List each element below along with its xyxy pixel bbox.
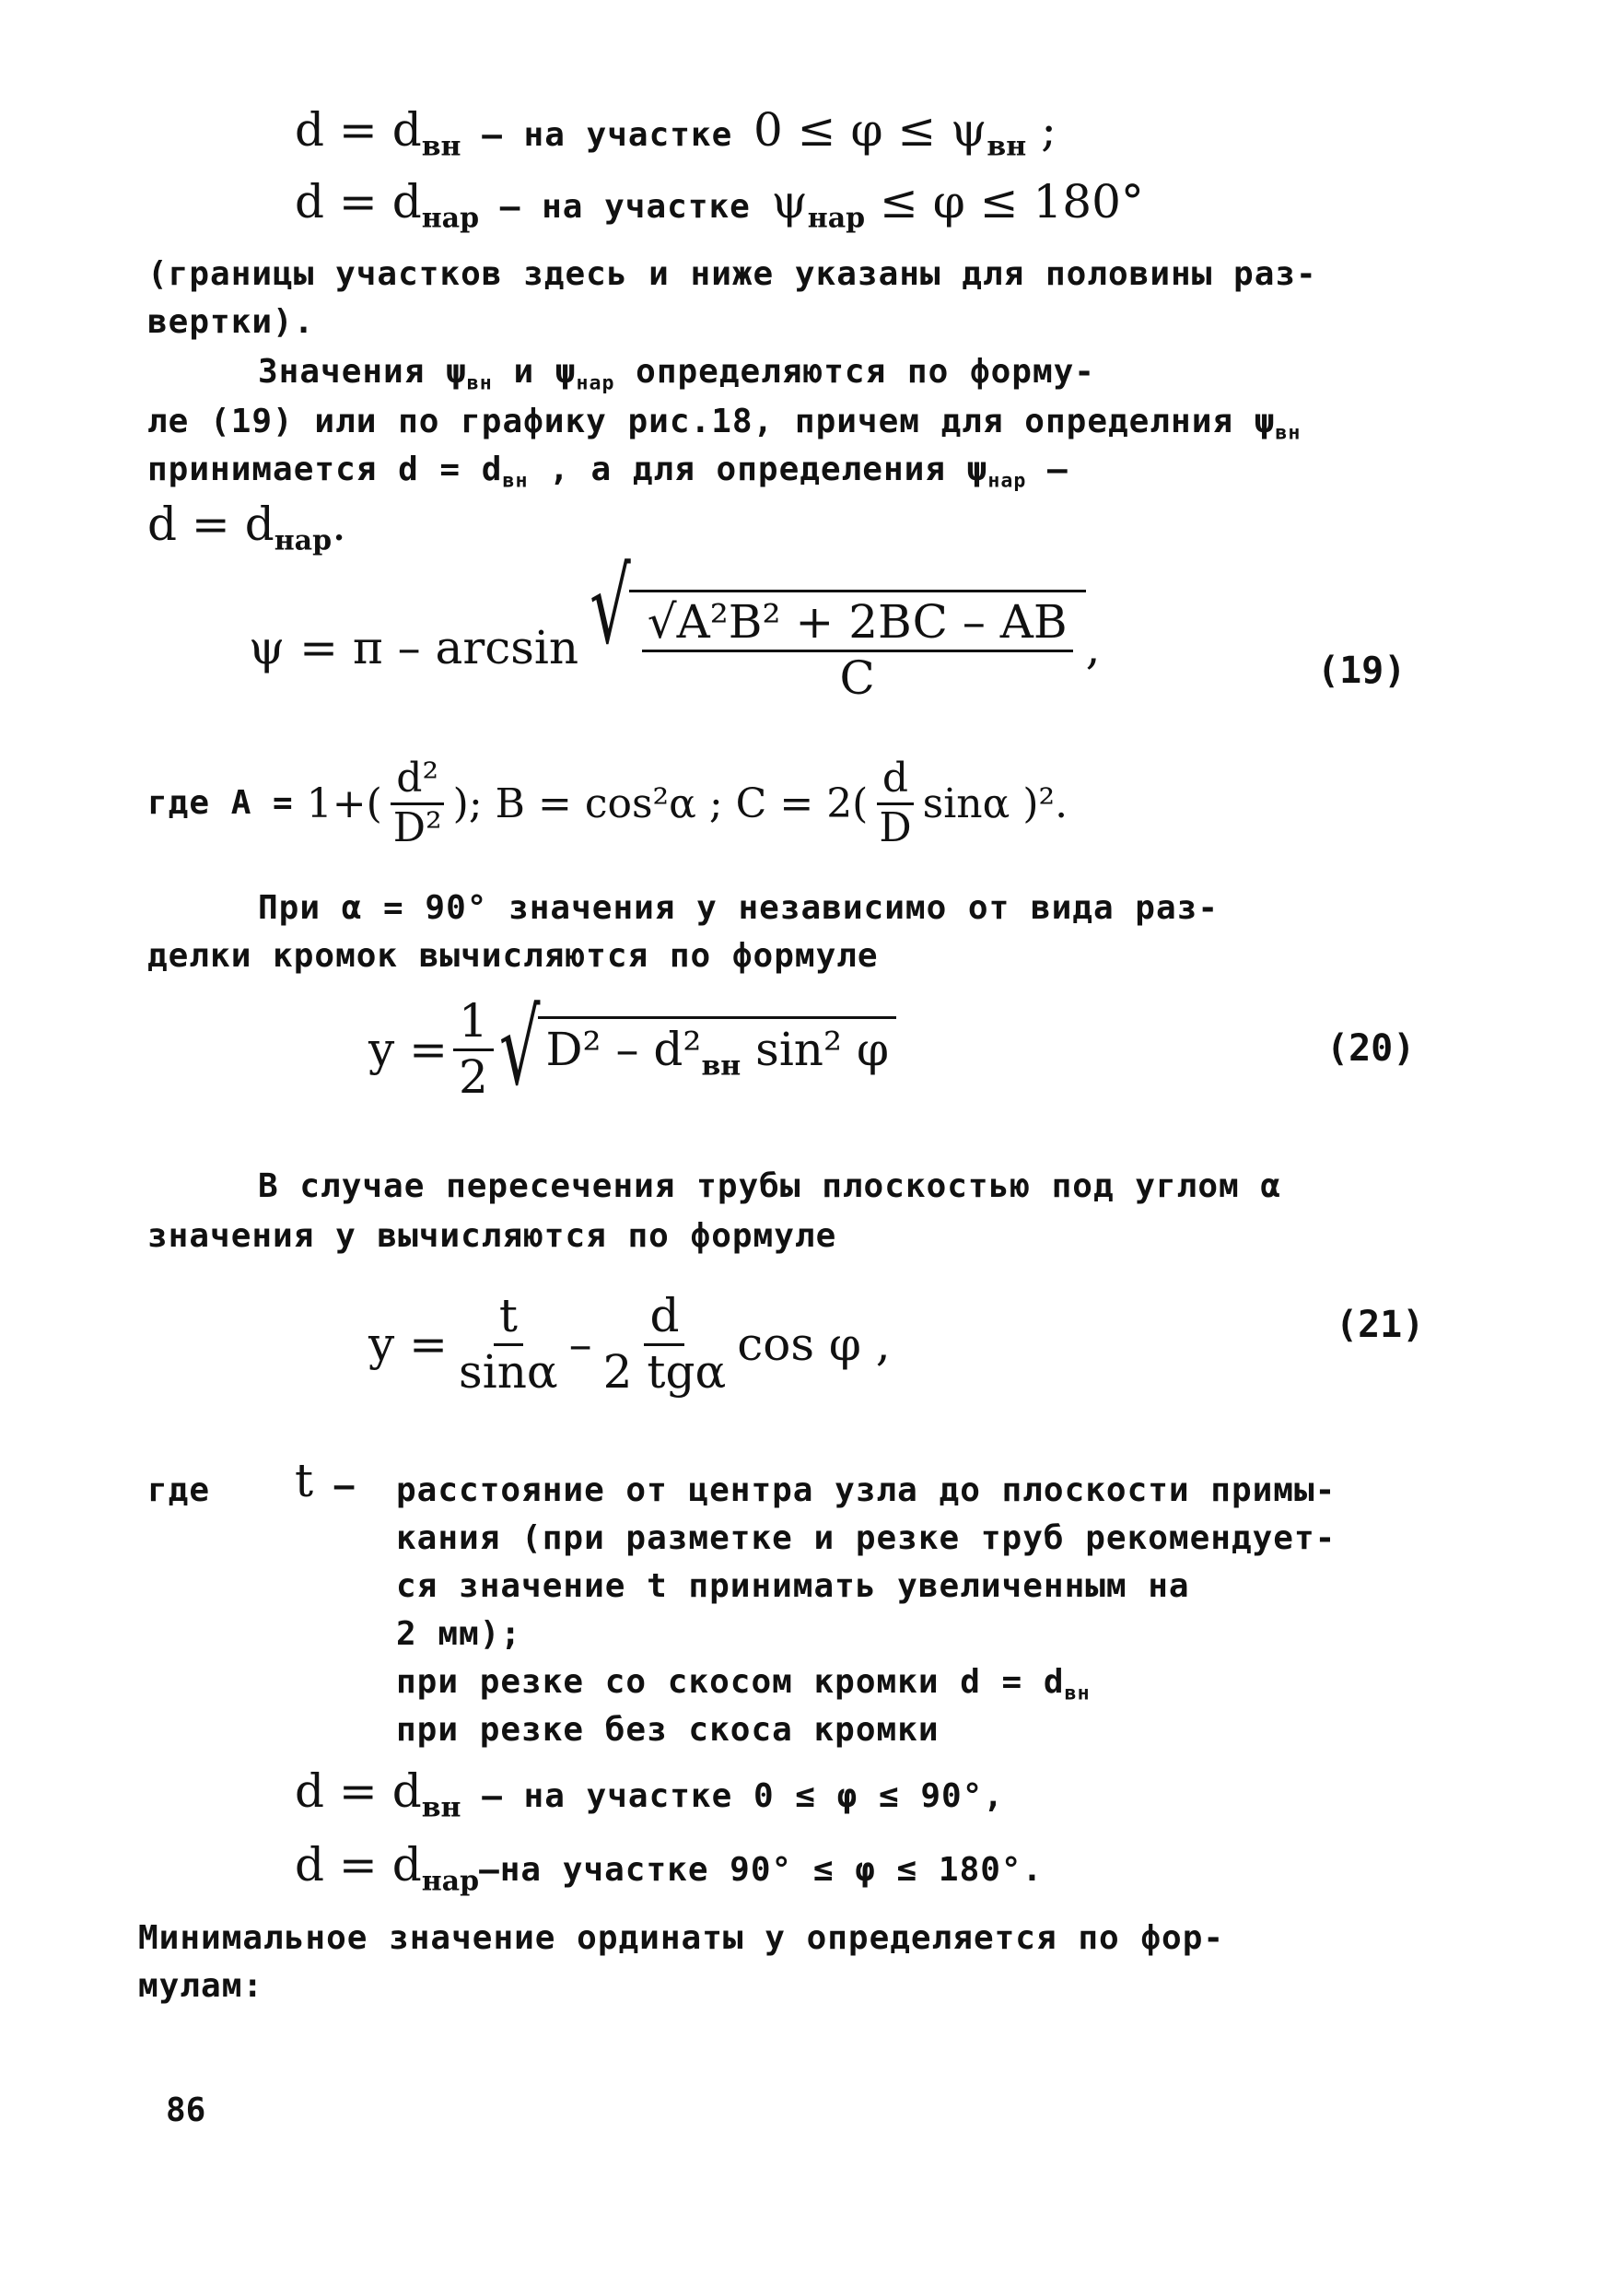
where-t-desc-line4: 2 мм); <box>396 1615 522 1653</box>
condition-line-bottom-inner: $d = d_{вн}$ – на участке 0 ≤ φ ≤ 90°, <box>295 1764 1005 1824</box>
condition-line-inner: $d = d_{вн}$ – на участке $0 \le \varphi \le \psi_{вн}$ ; <box>295 103 1057 163</box>
equation-number-20: (20) <box>1326 1027 1416 1070</box>
paragraph-plane-line1: В случае пересечения трубы плоскостью под углом α <box>258 1167 1282 1205</box>
no-bevel-cut-line: при резке без скоса кромки <box>396 1711 940 1749</box>
where-t-desc-line1: расстояние от центра узла до плоскости примы- <box>396 1471 1337 1509</box>
where-t-desc-line2: кания (при разметке и резке труб рекомендует- <box>396 1519 1337 1557</box>
paragraph-values-line3: принимается $d = d_{вн}$ , а для определения $\psi_{нар}$ – <box>147 451 1068 493</box>
where-definitions: где A = 1+( $\frac{\text{d²}}{\text{D²}}$ ); B = cos²α ; C = 2( $\frac{d}{D}$ sinα )². <box>147 755 1068 851</box>
page-number: 86 <box>166 2091 206 2129</box>
paragraph-alpha90-line2: делки кромок вычисляются по формуле <box>147 937 879 975</box>
condition-line-outer: $d = d_{нар}$ – на участке $\psi_{нар} \le \varphi \le 180^\circ$ <box>295 175 1144 235</box>
equation-number-19: (19) <box>1317 650 1407 692</box>
paragraph-values-line4: $d = d_{нар}$. <box>147 498 346 557</box>
where-t-desc-line3: ся значение t принимать увеличенным на <box>396 1567 1190 1605</box>
paragraph-boundaries-line2: вертки). <box>147 303 315 341</box>
paragraph-plane-line2: значения y вычисляются по формуле <box>147 1217 837 1255</box>
paragraph-minimum-line2: мулам: <box>138 1967 264 2005</box>
equation-19: ψ = π – arcsin √ $\frac{\text{√A²B² + 2BC – AB}}{C}$ , <box>249 545 1101 705</box>
equation-21: y = $\frac{t}{\sin\alpha}$ – $\frac{d}{\text{2 tgα}}$ cos φ , <box>368 1289 891 1399</box>
where-t-symbol: t – <box>295 1454 356 1507</box>
paragraph-values-line1: Значения $\psi_{вн}$ и $\psi_{нар}$ определяются по форму- <box>258 353 1095 395</box>
paragraph-minimum-line1: Минимальное значение ординаты y определяется по фор- <box>138 1919 1225 1957</box>
paragraph-boundaries-line1: (границы участков здесь и ниже указаны для половины раз- <box>147 255 1317 293</box>
equation-number-21: (21) <box>1336 1304 1425 1346</box>
condition-line-bottom-outer: $d = d_{нар}-на$ участке 90° ≤ φ ≤ 180°. <box>295 1838 1044 1898</box>
where-t-label: где <box>147 1471 211 1509</box>
equation-20: y = $\frac{1}{2}$ √ $D^2 - d^2_{вн}$ sin² φ <box>368 995 896 1104</box>
paragraph-alpha90-line1: При α = 90° значения y независимо от вида раз- <box>258 889 1219 927</box>
paragraph-values-line2: ле (19) или по графику рис.18, причем для определния $\psi_{вн}$ <box>147 403 1302 445</box>
bevel-cut-line: при резке со скосом кромки $d = d_{вн}$ <box>396 1663 1091 1705</box>
